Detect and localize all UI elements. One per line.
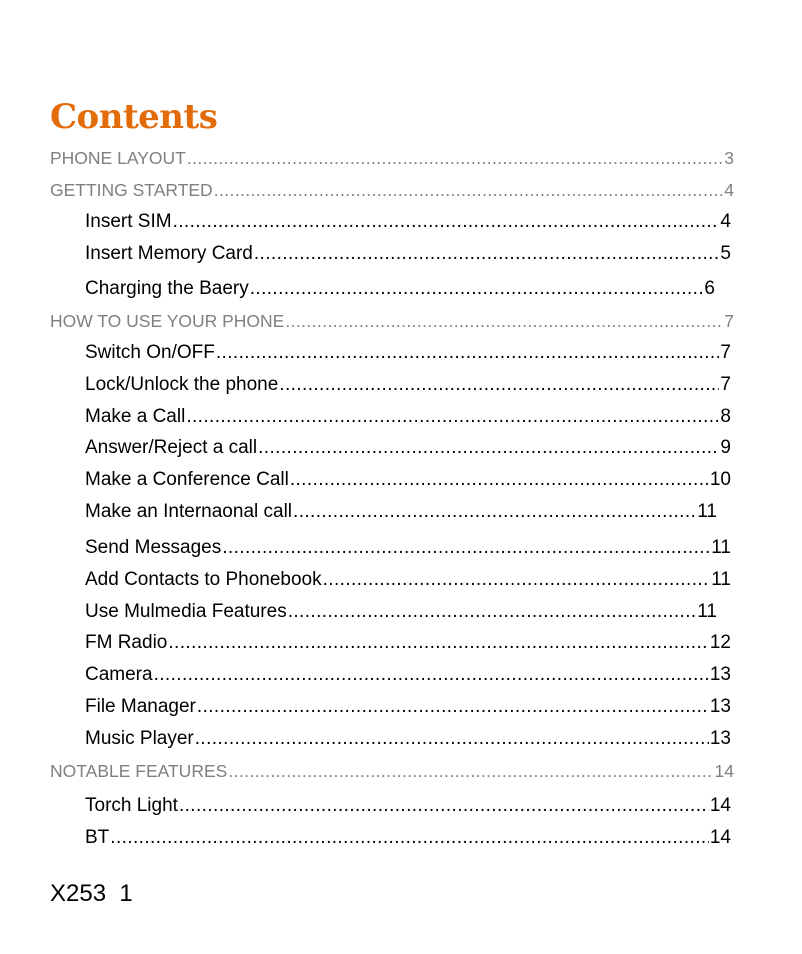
toc-entry-label: PHONE LAYOUT	[50, 148, 186, 168]
toc-page-number: 14	[709, 827, 731, 848]
toc-entry-label: Make a Call	[85, 406, 186, 427]
toc-entry-label: BT	[85, 827, 110, 848]
toc-entry-label: FM Radio	[85, 632, 168, 653]
toc-entry[interactable]	[85, 695, 731, 719]
page-title: Contents	[50, 97, 218, 137]
toc-entry-label: Switch On/OFF	[85, 342, 215, 363]
toc-entry-label: Music Player	[85, 728, 194, 749]
toc-page-number: 13	[709, 696, 731, 717]
toc-leader-dots	[195, 727, 709, 751]
toc-leader-dots	[173, 210, 720, 234]
toc-page-number: 13	[709, 664, 731, 685]
toc-entry[interactable]	[85, 663, 731, 687]
toc-page-number: 8	[720, 406, 731, 427]
toc-entry-label: Make an Internaonal call	[85, 501, 293, 522]
toc-entry-label: Answer/Reject a call	[85, 437, 258, 458]
toc-entry[interactable]	[85, 568, 731, 592]
toc-leader-dots	[154, 663, 709, 687]
toc-entry[interactable]	[50, 309, 734, 333]
toc-leader-dots	[293, 500, 696, 524]
toc-entry[interactable]	[85, 826, 731, 850]
toc-leader-dots	[187, 146, 723, 170]
toc-page-number: 6	[704, 278, 715, 299]
toc-leader-dots	[254, 242, 720, 266]
toc-entry[interactable]	[85, 436, 731, 460]
toc-entry[interactable]	[85, 405, 731, 429]
toc-entry-label: Camera	[85, 664, 153, 685]
toc-entry-label: Insert SIM	[85, 211, 172, 232]
toc-entry[interactable]	[85, 242, 731, 266]
toc-entry[interactable]	[85, 210, 731, 234]
toc-page-number: 11	[711, 569, 731, 590]
toc-page-number: 10	[709, 469, 731, 490]
toc-leader-dots	[168, 631, 709, 655]
toc-entry[interactable]	[85, 341, 731, 365]
toc-entry[interactable]	[85, 794, 731, 818]
toc-leader-dots	[216, 341, 720, 365]
toc-entry[interactable]	[85, 373, 731, 397]
toc-page-number: 7	[724, 311, 734, 331]
toc-entry-label: Add Contacts to Phonebook	[85, 569, 322, 590]
toc-page-number: 5	[720, 243, 731, 264]
toc-entry-label: Charging the Baery	[85, 278, 249, 299]
toc-entry-label: Use Mulmedia Features	[85, 601, 287, 622]
toc-leader-dots	[179, 794, 709, 818]
toc-page-number: 11	[697, 601, 717, 622]
toc-entry-label: Insert Memory Card	[85, 243, 253, 264]
toc-entry[interactable]	[85, 727, 731, 751]
toc-page-number: 11	[697, 501, 717, 522]
toc-entry[interactable]	[85, 536, 731, 560]
toc-entry[interactable]	[85, 468, 731, 492]
toc-page-number: 11	[711, 537, 731, 558]
toc-entry-label: Lock/Unlock the phone	[85, 374, 279, 395]
toc-leader-dots	[290, 468, 709, 492]
toc-entry-label: Make a Conference Call	[85, 469, 289, 490]
toc-entry[interactable]	[50, 146, 734, 170]
toc-leader-dots	[323, 568, 711, 592]
toc-entry-label: Send Messages	[85, 537, 222, 558]
toc-page-number: 4	[724, 180, 734, 200]
toc-entry[interactable]	[85, 600, 717, 624]
toc-leader-dots	[197, 695, 709, 719]
toc-leader-dots	[258, 436, 719, 460]
toc-page-number: 12	[709, 632, 731, 653]
toc-page-number: 4	[720, 211, 731, 232]
toc-entry[interactable]	[85, 631, 731, 655]
toc-leader-dots	[250, 277, 704, 301]
toc-leader-dots	[285, 309, 723, 333]
toc-entry-label: NOTABLE FEATURES	[50, 761, 228, 781]
toc-entry[interactable]	[85, 500, 717, 524]
toc-page-number: 3	[724, 148, 734, 168]
toc-entry-label: GETTING STARTED	[50, 180, 213, 200]
toc-page-number: 14	[714, 761, 734, 781]
toc-page-number: 7	[720, 342, 731, 363]
toc-entry-label: File Manager	[85, 696, 196, 717]
toc-entry[interactable]	[85, 277, 715, 301]
toc-entry[interactable]	[50, 759, 734, 783]
toc-leader-dots	[110, 826, 709, 850]
toc-page-number: 13	[709, 728, 731, 749]
toc-entry-label: HOW TO USE YOUR PHONE	[50, 311, 285, 331]
toc-entry[interactable]	[50, 178, 734, 202]
page-footer: X253 1	[50, 880, 133, 907]
toc-page-number: 7	[720, 374, 731, 395]
toc-leader-dots	[186, 405, 719, 429]
toc-leader-dots	[214, 178, 724, 202]
toc-page-number: 9	[720, 437, 731, 458]
toc-leader-dots	[228, 759, 713, 783]
toc-leader-dots	[222, 536, 710, 560]
toc-entry-label: Torch Light	[85, 795, 178, 816]
toc-page-number: 14	[709, 795, 731, 816]
toc-leader-dots	[288, 600, 697, 624]
toc-leader-dots	[279, 373, 719, 397]
